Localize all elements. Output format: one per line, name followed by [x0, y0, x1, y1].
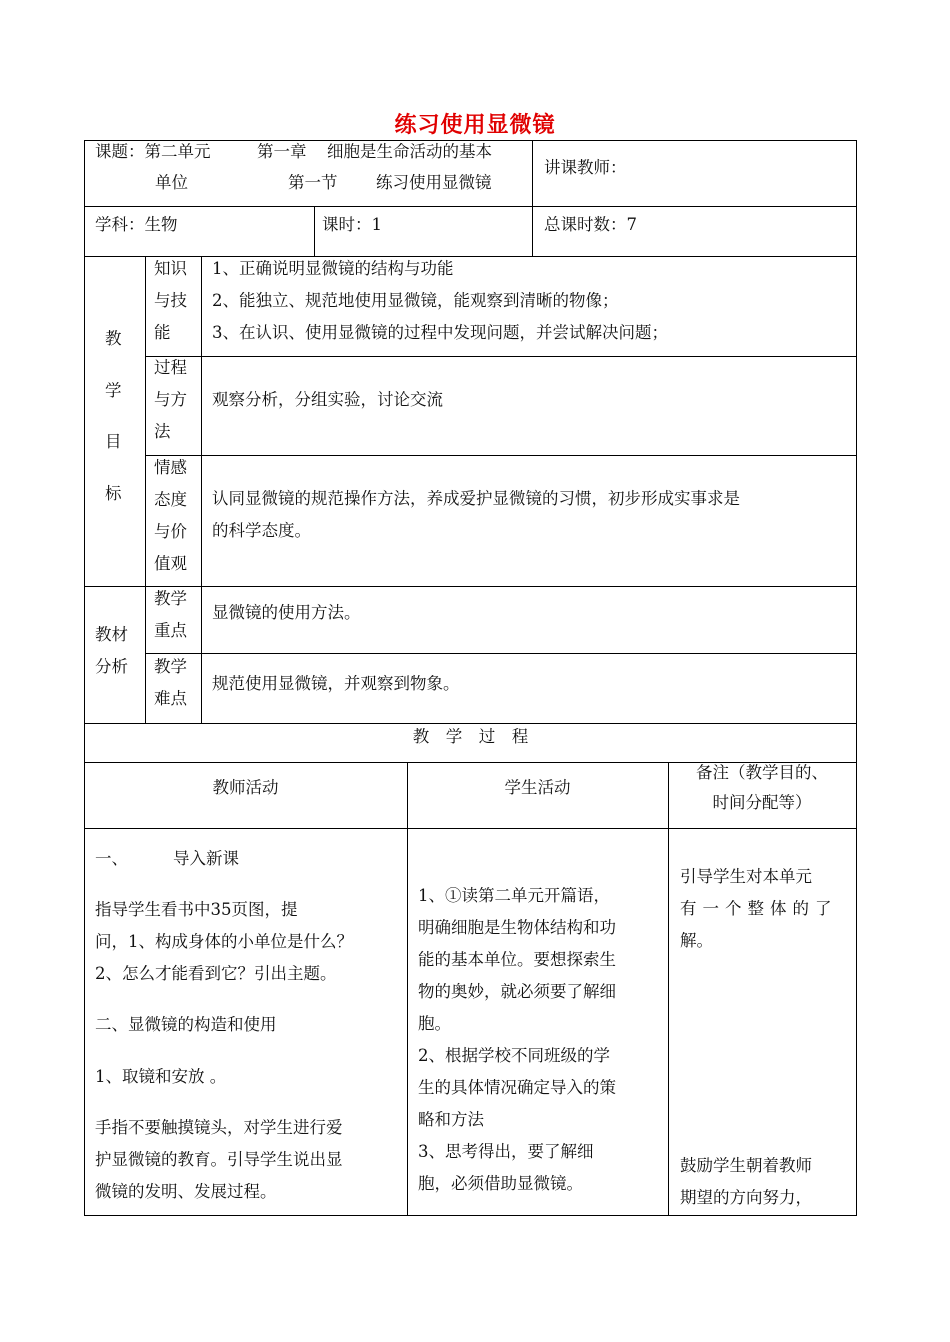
key-label: 重点: [154, 621, 187, 640]
student-line: 明确细胞是生物体结构和功: [418, 918, 616, 937]
teacher-p1: 指导学生看书中35页图，提: [95, 900, 298, 919]
emotion-text: 的科学态度。: [212, 521, 311, 540]
emotion-label: 与价: [154, 522, 187, 541]
student-line: 物的奥妙，就必须要了解细: [418, 982, 616, 1001]
key-text: 显微镜的使用方法。: [212, 603, 361, 622]
note-line: 引导学生对本单元: [680, 867, 812, 886]
topic-part1: 细胞是生命活动的基本: [327, 142, 492, 161]
knowledge-label: 知识: [154, 259, 187, 278]
knowledge-label: 与技: [154, 291, 187, 310]
topic-label: 课题：第二单元: [95, 142, 211, 161]
goals-group-char: 目: [105, 432, 122, 451]
teacher-h1-text: 导入新课: [173, 849, 239, 868]
student-line: 生的具体情况确定导入的策: [418, 1078, 616, 1097]
note-line: 解。: [680, 931, 713, 950]
process-text: 观察分析，分组实验，讨论交流: [212, 390, 443, 409]
materials-group: 分析: [95, 657, 128, 676]
goals-group-char: 学: [105, 381, 122, 400]
teacher-p2: 微镜的发明、发展过程。: [95, 1182, 277, 1201]
teacher-h2: 二、显微镜的构造和使用: [95, 1015, 277, 1034]
topic-part2: 单位: [155, 173, 188, 192]
teacher-p1: 2、怎么才能看到它？引出主题。: [95, 964, 337, 983]
goals-group-char: 教: [105, 329, 122, 348]
teacher-p2: 护显微镜的教育。引导学生说出显: [95, 1150, 343, 1169]
teacher-p1: 问，1、构成身体的小单位是什么？: [95, 932, 353, 951]
student-line: 3、思考得出，要了解细: [418, 1142, 594, 1161]
knowledge-item: 3、在认识、使用显微镜的过程中发现问题，并尝试解决问题；: [212, 323, 668, 342]
difficult-label: 教学: [154, 657, 187, 676]
emotion-label: 态度: [154, 490, 187, 509]
student-line: 能的基本单位。要想探索生: [418, 950, 616, 969]
col-notes: 备注（教学目的、: [696, 763, 828, 782]
subject: 学科：生物: [95, 215, 178, 234]
emotion-label: 情感: [154, 458, 187, 477]
goals-group-char: 标: [105, 484, 122, 503]
teacher-h3: 1、取镜和安放 。: [95, 1067, 227, 1086]
process-label: 法: [154, 422, 171, 441]
section-title: 练习使用显微镜: [376, 173, 492, 192]
student-line: 1、①读第二单元开篇语，: [418, 886, 610, 905]
section: 第一节: [288, 173, 338, 192]
student-line: 2、根据学校不同班级的学: [418, 1046, 610, 1065]
student-line: 胞。: [418, 1014, 451, 1033]
note-line: 鼓励学生朝着教师: [680, 1156, 812, 1175]
process-header: 教 学 过 程: [412, 727, 529, 746]
note-line: 期望的方向努力，: [680, 1188, 812, 1207]
total-hours: 总课时数：7: [544, 215, 637, 234]
process-label: 与方: [154, 390, 187, 409]
note-line: 有一个整体的了: [680, 899, 838, 918]
emotion-label: 值观: [154, 554, 187, 573]
knowledge-label: 能: [154, 323, 171, 342]
col-student: 学生活动: [504, 778, 571, 797]
teacher-label: 讲课教师：: [544, 158, 627, 177]
teacher-h1-num: 一、: [95, 849, 128, 868]
col-notes: 时间分配等）: [712, 793, 812, 812]
knowledge-item: 2、能独立、规范地使用显微镜，能观察到清晰的物像；: [212, 291, 619, 310]
difficult-text: 规范使用显微镜，并观察到物象。: [212, 674, 460, 693]
page-title: 练习使用显微镜: [394, 113, 556, 138]
student-line: 胞，必须借助显微镜。: [418, 1174, 583, 1193]
student-line: 略和方法: [418, 1110, 484, 1129]
teacher-p2: 手指不要触摸镜头，对学生进行爱: [95, 1118, 343, 1137]
class-hours: 课时：1: [322, 215, 382, 234]
emotion-text: 认同显微镜的规范操作方法，养成爱护显微镜的习惯，初步形成实事求是: [212, 489, 740, 508]
col-teacher: 教师活动: [212, 778, 279, 797]
knowledge-item: 1、正确说明显微镜的结构与功能: [212, 259, 454, 278]
difficult-label: 难点: [154, 689, 187, 708]
key-label: 教学: [154, 589, 187, 608]
chapter: 第一章: [257, 142, 307, 161]
process-label: 过程: [154, 358, 187, 377]
materials-group: 教材: [95, 625, 128, 644]
